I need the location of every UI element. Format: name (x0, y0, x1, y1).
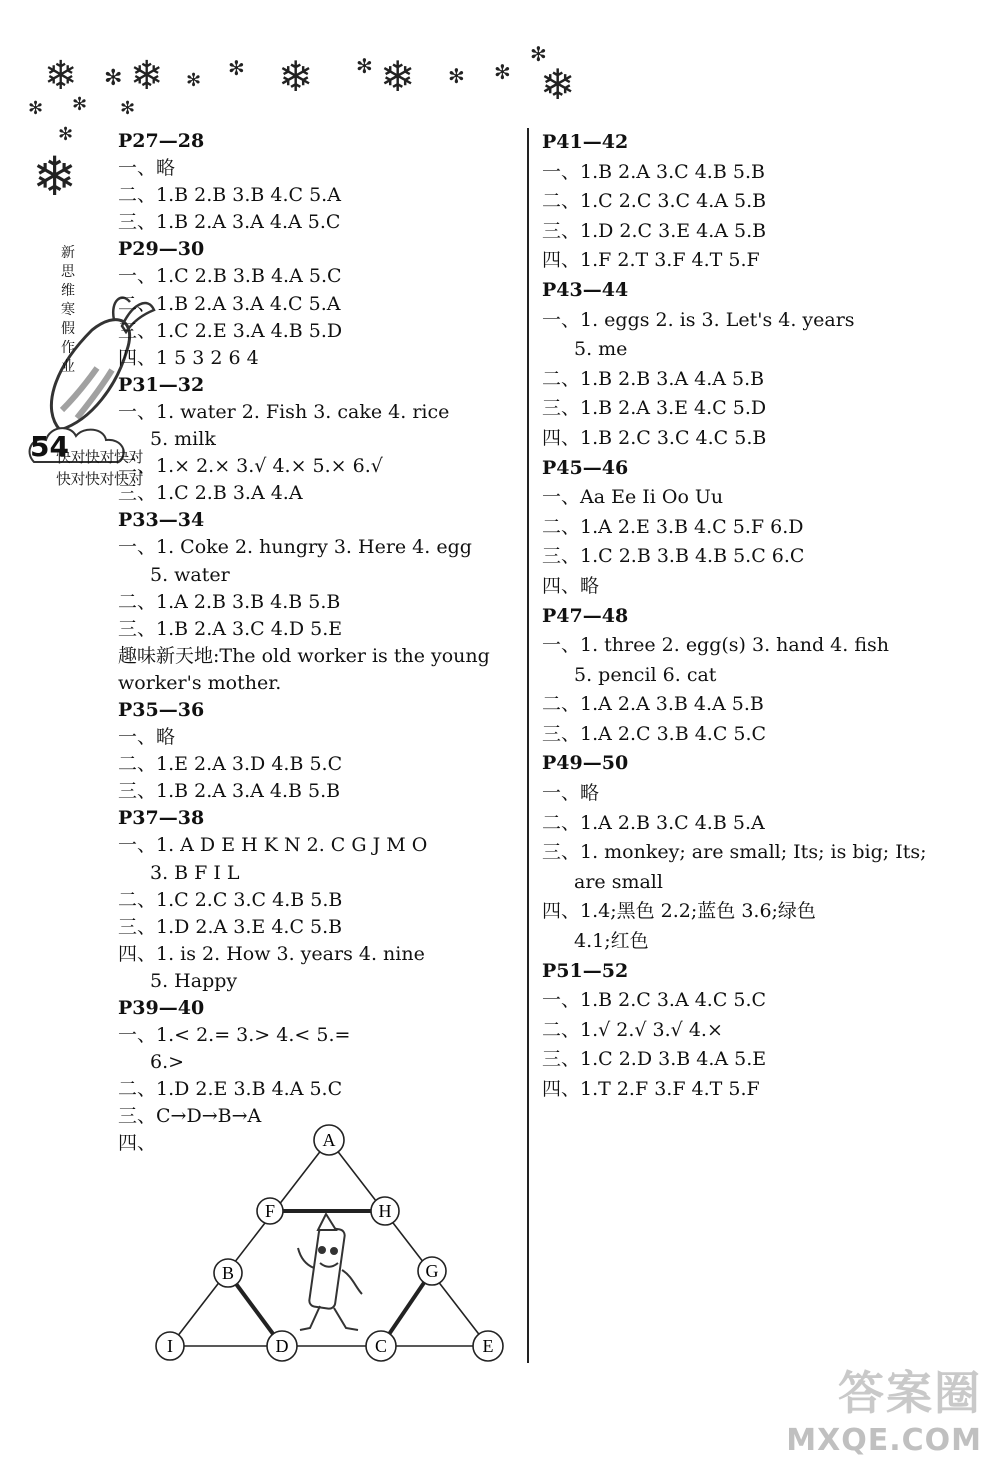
answer-line: 三、1.C 2.E 3.A 4.B 5.D (118, 319, 343, 342)
answer-line: are small (574, 870, 663, 893)
section-heading: P45—46 (542, 456, 629, 479)
diagram-node-label: E (482, 1336, 494, 1356)
snowflake-icon: ✻ (186, 70, 202, 91)
vertical-char: 思 (61, 264, 75, 280)
answer-line: 三、1.A 2.C 3.B 4.C 5.C (542, 722, 767, 745)
section-heading: P51—52 (542, 959, 629, 982)
diagram-node-label: C (374, 1336, 388, 1356)
answer-line: 三、1. monkey; are small; Its; is big; Its; (542, 841, 927, 864)
answer-line: 二、1.C 2.C 3.C 4.B 5.B (118, 888, 343, 911)
slogan-line: 快对快对快对 (56, 470, 144, 488)
answer-line: 二、1.B 2.A 3.A 4.C 5.A (118, 292, 341, 315)
answer-line: 二、1.C 2.C 3.C 4.A 5.B (542, 190, 767, 213)
diagram-node-label: H (378, 1201, 392, 1221)
diagram-node-d (267, 1331, 297, 1361)
answer-line: 三、1.D 2.C 3.E 4.A 5.B (542, 219, 767, 242)
answer-line: 三、1.B 2.A 3.A 4.B 5.B (118, 780, 341, 803)
answer-line: 三、1.C 2.B 3.A 4.A (118, 482, 303, 505)
letter-triangle-diagram (150, 1118, 520, 1368)
diagram-node-label: D (275, 1336, 289, 1356)
answer-line: 三、1.C 2.D 3.B 4.A 5.E (542, 1048, 767, 1071)
snowflake-icon: ✻ (104, 66, 123, 91)
diagram-node-i (156, 1332, 184, 1360)
answer-line: 5. pencil 6. cat (574, 663, 717, 686)
answer-line: 一、1.< 2.= 3.> 4.< 5.= (118, 1024, 351, 1047)
watermark-logo-text: 答案圈 (838, 1366, 982, 1420)
snowflake-icon: ✻ (28, 98, 44, 119)
diagram-node-label: F (264, 1201, 276, 1221)
answer-line: 四、1.4;黑色 2.2;蓝色 3.6;绿色 (542, 900, 816, 923)
answer-line: worker's mother. (118, 671, 282, 694)
answer-line: 四、1.T 2.F 3.F 4.T 5.F (542, 1078, 760, 1100)
snowflake-icon: ✻ (58, 124, 74, 145)
answer-line: 二、1.A 2.A 3.B 4.A 5.B (542, 693, 764, 716)
vertical-char: 业 (61, 359, 75, 375)
answer-line: 3. B F I L (150, 861, 240, 884)
snowflake-icon: ❄ (44, 53, 78, 99)
answer-line: 一、略 (118, 726, 176, 749)
section-heading: P47—48 (542, 604, 629, 627)
snowflake-icon: ❄ (380, 52, 416, 101)
diagram-node-e (473, 1331, 503, 1361)
answer-line: 三、1.B 2.A 3.C 4.D 5.E (118, 617, 343, 640)
snowflake-icon: ✻ (228, 56, 245, 80)
answer-line: 二、1.D 2.E 3.B 4.A 5.C (118, 1078, 343, 1101)
vertical-char: 假 (61, 321, 75, 337)
answer-line: 三、C→D→B→A (118, 1105, 262, 1128)
answer-line: 一、1.B 2.C 3.A 4.C 5.C (542, 989, 767, 1012)
answer-line: 5. milk (150, 428, 216, 451)
vertical-series-title (58, 244, 78, 377)
answer-line: 6.> (150, 1051, 185, 1074)
answer-line: 二、1.B 2.B 3.B 4.C 5.A (118, 184, 341, 207)
answer-line: 一、1. water 2. Fish 3. cake 4. rice (118, 400, 450, 423)
answer-line: 二、1.B 2.B 3.A 4.A 5.B (542, 367, 765, 390)
answer-line: 四、 (118, 1132, 157, 1155)
page-number: 54 (30, 430, 69, 463)
answer-line: 二、1.A 2.B 3.C 4.B 5.A (542, 811, 765, 834)
answer-line: 一、Aa Ee Ii Oo Uu (542, 486, 724, 509)
watermark (786, 1357, 982, 1458)
answer-line: 5. Happy (150, 969, 238, 992)
answer-line: 二、1.× 2.× 3.√ 4.× 5.× 6.√ (118, 455, 383, 478)
snowflake-icon: ❄ (130, 53, 164, 99)
section-heading: P39—40 (118, 997, 205, 1019)
answer-line: 5. me (574, 338, 628, 361)
snowflake-icon: ✻ (356, 54, 373, 78)
answer-line: 一、1.C 2.B 3.B 4.A 5.C (118, 265, 342, 288)
snowflake-border (0, 0, 1000, 140)
column-divider (527, 128, 529, 1363)
snowflake-icon: ❄ (32, 145, 78, 208)
diagram-node-b (214, 1259, 242, 1287)
answer-line: 三、1.C 2.B 3.B 4.B 5.C 6.C (542, 545, 805, 568)
diagram-node-label: G (425, 1261, 439, 1281)
snowflake-icon: ✻ (72, 94, 88, 115)
diagram-node-h (371, 1197, 399, 1225)
answer-line: 二、1.A 2.B 3.B 4.B 5.B (118, 590, 341, 613)
diagram-node-a (314, 1125, 344, 1155)
answer-line: 四、略 (542, 574, 600, 597)
section-heading: P33—34 (118, 509, 205, 532)
snowflake-icon: ✻ (448, 64, 465, 88)
watermark-url: MXQE.COM (786, 1423, 982, 1458)
answer-line: 一、1. A D E H K N 2. C G J M O (118, 834, 428, 857)
section-heading: P37—38 (118, 807, 205, 830)
diagram-node-f (257, 1198, 283, 1224)
answer-line: 四、1 5 3 2 6 4 (118, 346, 259, 369)
answer-line: 三、1.B 2.A 3.E 4.C 5.D (542, 397, 767, 420)
answer-line: 三、1.B 2.A 3.A 4.A 5.C (118, 211, 341, 234)
answer-line: 四、1.F 2.T 3.F 4.T 5.F (542, 249, 760, 272)
answer-line: 四、1.B 2.C 3.C 4.C 5.B (542, 426, 767, 449)
diagram-node-label: B (221, 1263, 235, 1283)
answer-line: 四、1. is 2. How 3. years 4. nine (118, 942, 425, 965)
diagram-node-c (366, 1331, 396, 1361)
snowflake-icon: ✻ (530, 42, 547, 66)
diagram-node-g (418, 1257, 446, 1285)
vertical-char: 寒 (61, 302, 75, 318)
section-heading: P41—42 (542, 131, 629, 153)
answer-column-left (118, 128, 518, 1158)
section-heading: P31—32 (118, 373, 205, 396)
section-heading: P29—30 (118, 238, 205, 261)
slogan-line: 快对快对快对 (56, 448, 144, 466)
diagram-node-label: I (167, 1336, 173, 1356)
answer-line: 一、1. Coke 2. hungry 3. Here 4. egg (118, 536, 472, 559)
answer-line: 三、1.D 2.A 3.E 4.C 5.B (118, 915, 343, 938)
answer-line: 一、1. eggs 2. is 3. Let's 4. years (542, 308, 855, 331)
answer-column-right (542, 128, 962, 1105)
vertical-char: 维 (61, 283, 75, 299)
snowflake-icon: ❄ (540, 60, 576, 109)
section-heading: P49—50 (542, 752, 629, 775)
answer-line: 二、1.√ 2.√ 3.√ 4.× (542, 1018, 723, 1041)
answer-line: 二、1.A 2.E 3.B 4.C 5.F 6.D (542, 515, 804, 538)
answer-line: 二、1.E 2.A 3.D 4.B 5.C (118, 753, 343, 776)
pencil-character (298, 1214, 362, 1330)
diagram-node-label: A (322, 1130, 336, 1150)
section-heading: P43—44 (542, 278, 629, 301)
snowflake-icon: ✻ (494, 60, 511, 84)
answer-line: 一、略 (118, 157, 176, 180)
answer-line: 4.1;红色 (574, 930, 649, 953)
vertical-char: 作 (61, 340, 75, 356)
vertical-char: 新 (61, 245, 75, 261)
answer-line: 一、1.B 2.A 3.C 4.B 5.B (542, 160, 765, 183)
answer-line: 5. water (150, 563, 230, 586)
answer-line: 一、1. three 2. egg(s) 3. hand 4. fish (542, 634, 890, 657)
answer-line: 趣味新天地:The old worker is the young (118, 644, 490, 667)
snowflake-icon: ✻ (120, 98, 136, 119)
answer-line: 一、略 (542, 782, 600, 805)
section-heading: P35—36 (118, 698, 205, 721)
snowflake-icon: ❄ (278, 52, 314, 101)
section-heading: P27—28 (118, 130, 205, 152)
